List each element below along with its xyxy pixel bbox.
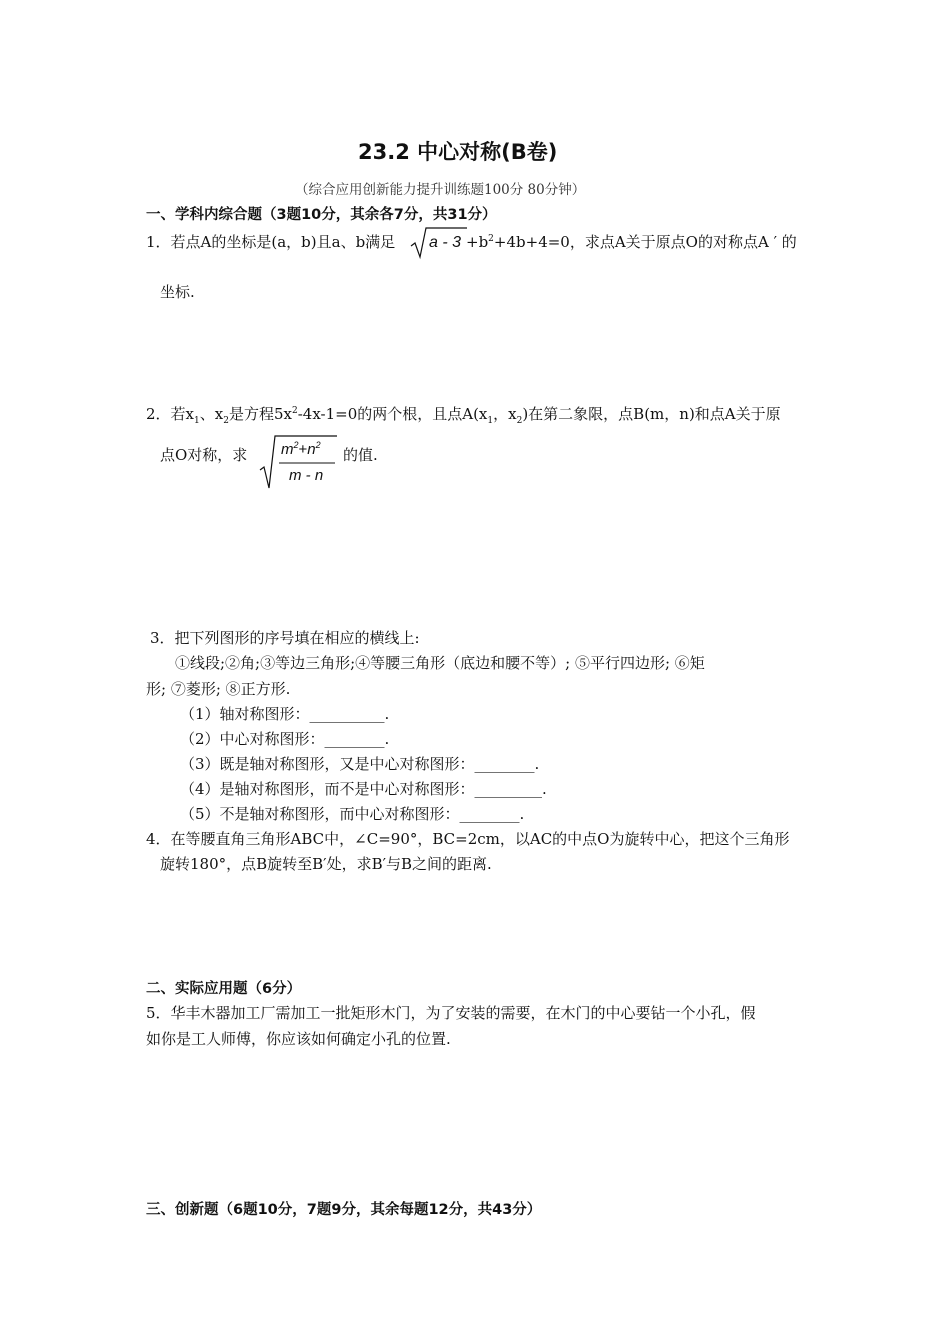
q1-suffix-a: +b	[466, 233, 489, 251]
q2-sup: 2	[291, 406, 298, 416]
q2-text: 、x	[199, 405, 224, 423]
page-subtitle: （综合应用创新能力提升训练题100分 80分钟）	[295, 182, 586, 198]
question-3-list-line-2: 形; ⑦菱形; ⑧正方形.	[146, 680, 291, 698]
q2-sub: 2	[223, 416, 229, 426]
question-3-list-line-1: ①线段;②角;③等边三角形;④等腰三角形（底边和腰不等）; ⑤平行四边形; ⑥矩	[175, 654, 705, 672]
q2-sub: 2	[516, 416, 523, 426]
q2-line-2-suffix: 的值.	[343, 446, 378, 464]
q3-item: （2）中心对称图形：________.	[180, 730, 390, 748]
question-5-line-1: 5．华丰木器加工厂需加工一批矩形木门，为了安装的需要，在木门的中心要钻一个小孔，假	[146, 1004, 756, 1022]
question-1-line-1-suffix	[466, 231, 797, 252]
page-title: 23.2 中心对称(B卷)	[358, 140, 558, 164]
question-4-line-2: 旋转180°，点B旋转至B′处，求B′与B之间的距离.	[160, 855, 492, 873]
q2-num-sup: 2	[315, 440, 321, 450]
q3-item: （5）不是轴对称图形，而中心对称图形：________.	[180, 805, 525, 823]
q2-fraction-denominator: m - n	[289, 467, 324, 484]
q2-text: 2．若x	[146, 405, 195, 423]
q2-sub: 1	[194, 416, 200, 426]
q1-suffix-b: +4b+4=0，求点A关于原点O的对称点A ′ 的	[493, 233, 797, 251]
q3-item: （3）既是轴对称图形，又是中心对称图形：________.	[180, 755, 540, 773]
q3-item: （4）是轴对称图形，而不是中心对称图形：_________.	[180, 780, 547, 798]
q2-num-n: n	[307, 441, 316, 458]
question-4-line-1: 4．在等腰直角三角形ABC中，∠C=90°，BC=2cm，以AC的中点O为旋转中心，把这个三角形	[146, 830, 790, 848]
question-1-line-1	[146, 231, 395, 252]
q3-item: （1）轴对称图形：__________.	[180, 705, 390, 723]
question-2-line-1	[146, 403, 781, 424]
q2-num-m: m	[281, 441, 294, 458]
q2-num-plus: +	[298, 441, 308, 458]
q2-text: -4x-1=0的两个根，且点A(x	[297, 405, 488, 423]
q2-line-2-prefix: 点O对称，求	[160, 446, 248, 464]
section-heading-1: 一、学科内综合题（3题10分，其余各7分，共31分）	[146, 207, 497, 223]
q1-suffix-sup: 2	[488, 234, 494, 244]
q1-radicand: a - 3	[429, 234, 462, 251]
section-heading-3: 三、创新题（6题10分，7题9分，其余每题12分，共43分）	[146, 1202, 542, 1218]
q2-radical-fraction	[259, 432, 339, 490]
q2-num-sup: 2	[293, 440, 299, 450]
q2-text: 是方程5x	[228, 405, 292, 423]
section-heading-2: 二、实际应用题（6分）	[146, 981, 302, 997]
q1-prefix: 1．若点A的坐标是(a，b)且a、b满足	[146, 233, 396, 251]
question-3-intro: 3．把下列图形的序号填在相应的横线上:	[150, 629, 420, 647]
question-5-line-2: 如你是工人师傅，你应该如何确定小孔的位置.	[146, 1030, 451, 1048]
q2-fraction-numerator	[281, 441, 321, 458]
question-1-line-2: 坐标.	[160, 283, 195, 301]
q2-text: ，x	[493, 405, 517, 423]
q2-sub: 1	[487, 416, 494, 426]
q2-text: )在第二象限，点B(m，n)和点A关于原	[522, 405, 781, 423]
